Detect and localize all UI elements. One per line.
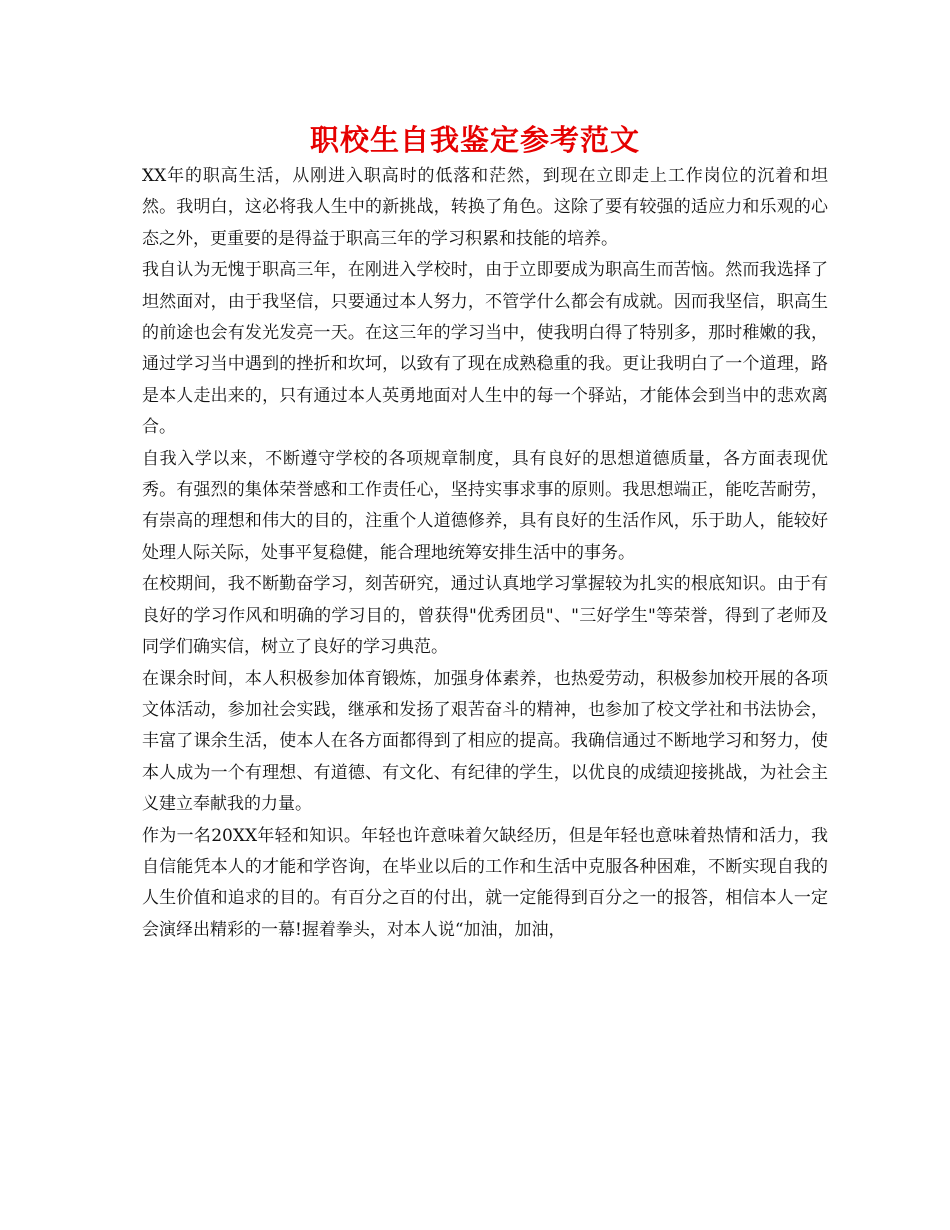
document-body — [142, 161, 828, 946]
paragraph-4: 在校期间，我不断勤奋学习，刻苦研究，通过认真地学习掌握较为扎实的根底知识。由于有良好的学习作风和明确的学习目的，曾获得"优秀团员"、"三好学生"等荣誉，得到了老师及同学们确实信，树立了良好的学习典范。 — [142, 574, 828, 658]
paragraph-5: 在课余时间，本人积极参加体育锻炼，加强身体素养，也热爱劳动，积极参加校开展的各项文体活动，参加社会实践，继承和发扬了艰苦奋斗的精神，也参加了校文学社和书法协会，丰富了课余生活，使本人在各方面都得到了相应的提高。我确信通过不断地学习和努力，使本人成为一个有理想、有道德、有文化、有纪律的学生，以优良的成绩迎接挑战，为社会主义建立奉献我的力量。 — [142, 668, 828, 815]
paragraph-6: 作为一名20XX年轻和知识。年轻也许意味着欠缺经历，但是年轻也意味着热情和活力，我自信能凭本人的才能和学咨询，在毕业以后的工作和生活中克服各种困难，不断实现自我的人生价值和追求的目的。有百分之百的付出，就一定能得到百分之一的报答，相信本人一定会演绎出精彩的一幕!握着拳头，对本人说“加油，加油， — [142, 825, 828, 940]
paragraph-3: 自我入学以来，不断遵守学校的各项规章制度，具有良好的思想道德质量，各方面表现优秀。有强烈的集体荣誉感和工作责任心，坚持实事求事的原则。我思想端正，能吃苦耐劳，有崇高的理想和伟大的目的，注重个人道德修养，具有良好的生活作风，乐于助人，能较好处理人际关际，处事平复稳健，能合理地统筹安排生活中的事务。 — [142, 448, 828, 563]
paragraph-1: XX年的职高生活，从刚进入职高时的低落和茫然，到现在立即走上工作岗位的沉着和坦然。我明白，这必将我人生中的新挑战，转换了角色。这除了要有较强的适应力和乐观的心态之外，更重要的是得益于职高三年的学习积累和技能的培养。 — [142, 166, 828, 249]
paragraph-2: 我自认为无愧于职高三年，在刚进入学校时，由于立即要成为职高生而苦恼。然而我选择了坦然面对，由于我坚信，只要通过本人努力，不管学什么都会有成就。因而我坚信，职高生的前途也会有发光发亮一天。在这三年的学习当中，使我明白得了特别多，那时稚嫩的我，通过学习当中遇到的挫折和坎坷，以致有了现在成熟稳重的我。更让我明白了一个道理，路是本人走出来的，只有通过本人英勇地面对人生中的每一个驿站，才能体会到当中的悲欢离合。 — [142, 260, 828, 438]
page-title: 职校生自我鉴定参考范文 — [309, 123, 640, 157]
